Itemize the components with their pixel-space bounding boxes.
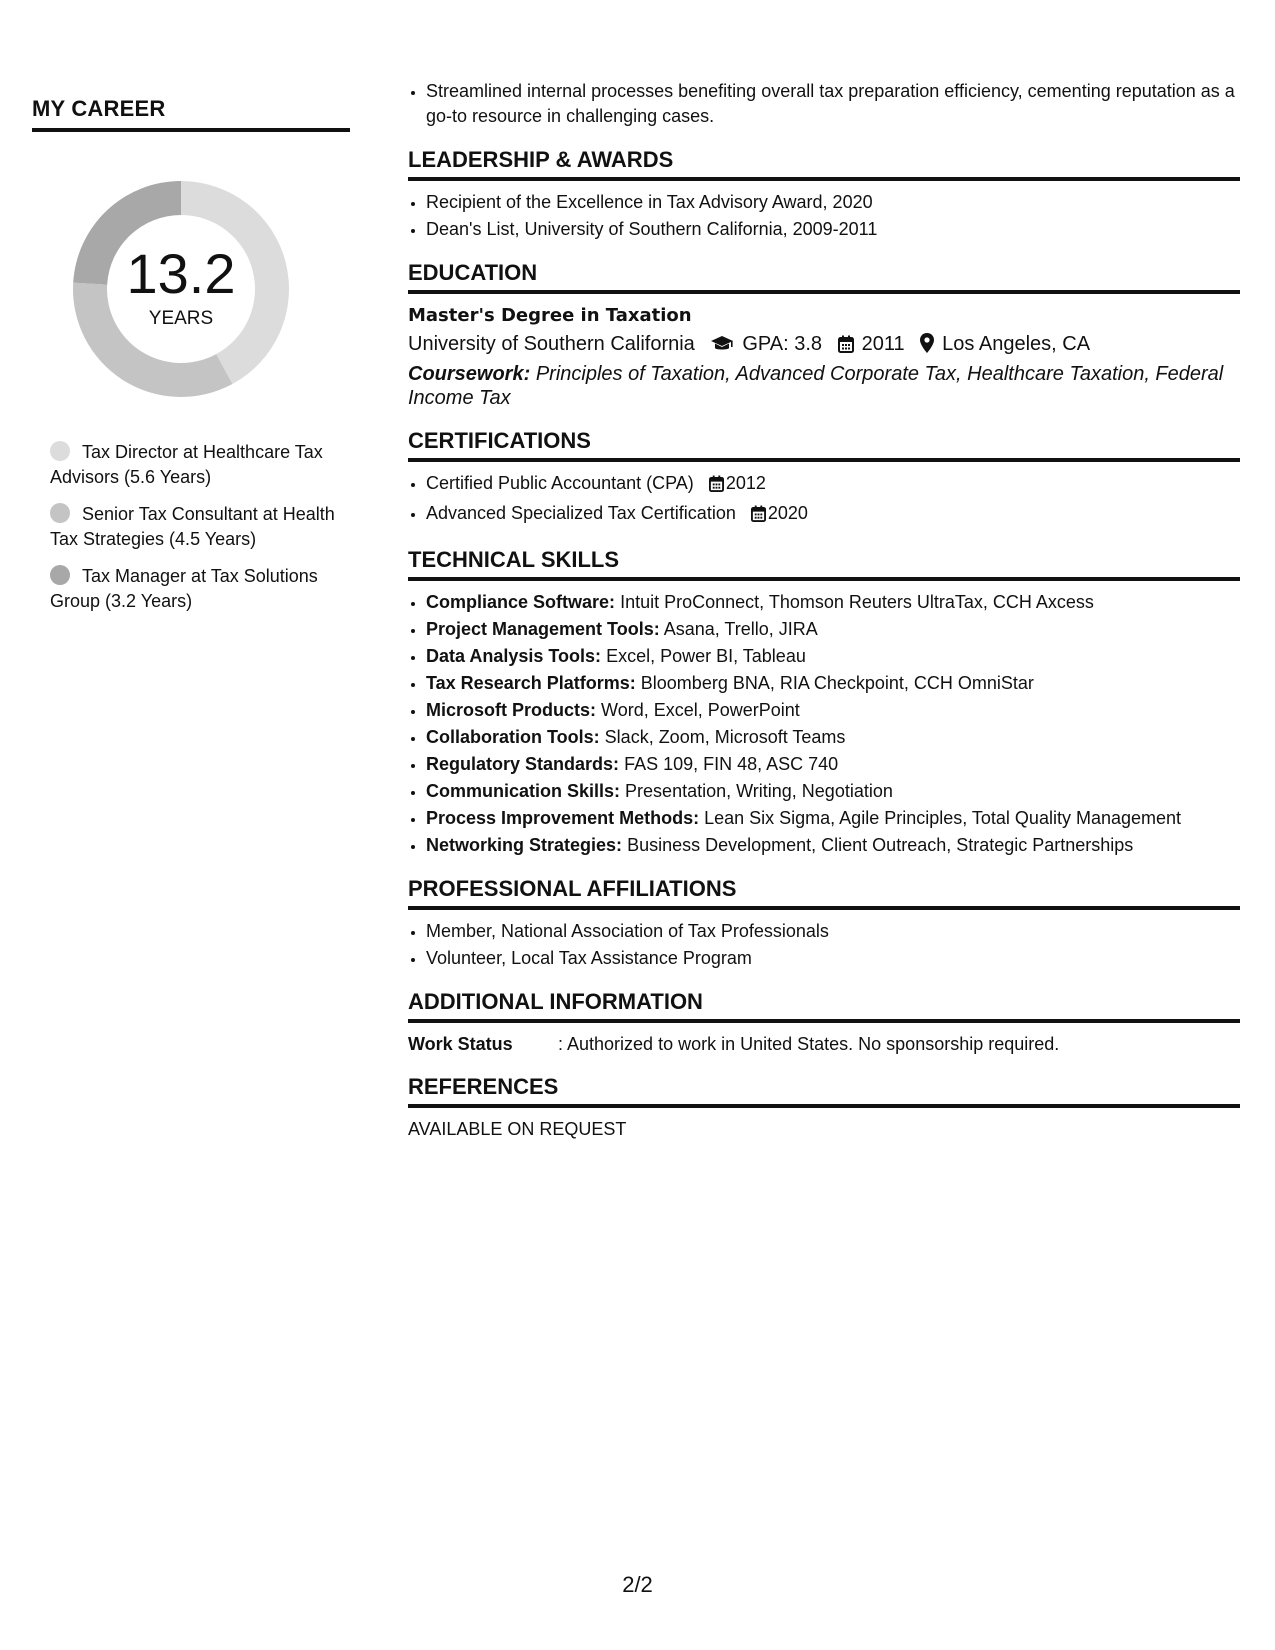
section-title: REFERENCES (408, 1074, 1240, 1108)
list-item: • Member, National Association of Tax Professionals (426, 919, 1240, 944)
skill-value: Business Development, Client Outreach, Strategic Partnerships (627, 835, 1134, 855)
legend-label: Tax Director at Healthcare Tax Advisors (5.6 Years) (50, 442, 323, 487)
certification-year: 2012 (725, 473, 766, 493)
section-title: EDUCATION (408, 260, 1240, 294)
references-section (408, 1074, 1240, 1141)
list-item: • Streamlined internal processes benefiting overall tax preparation efficiency, cementing reputation as a go-to resource in challenging cases. (426, 79, 1240, 129)
leadership-section (408, 147, 1240, 242)
skill-value: Slack, Zoom, Microsoft Teams (604, 727, 846, 747)
skill-item (426, 671, 1240, 696)
skill-item (426, 617, 1240, 642)
certification-item (426, 471, 1240, 499)
coursework (408, 362, 1240, 410)
legend-dot (50, 565, 70, 585)
skill-label: Communication Skills: (426, 781, 621, 801)
skill-item (426, 725, 1240, 750)
coursework-label: Coursework: (408, 363, 531, 385)
school-name: University of Southern California (408, 333, 695, 355)
legend-item (50, 440, 340, 490)
career-panel (32, 96, 350, 630)
skill-label: Process Improvement Methods: (426, 808, 700, 828)
additional-info-section (408, 989, 1240, 1056)
skill-label: Project Management Tools: (426, 619, 660, 639)
calendar-icon (709, 474, 724, 499)
skill-value: Excel, Power BI, Tableau (606, 646, 806, 666)
skill-item (426, 752, 1240, 777)
skill-label: Data Analysis Tools: (426, 646, 602, 666)
gpa: GPA: 3.8 (742, 333, 823, 355)
skill-value: Word, Excel, PowerPoint (601, 700, 800, 720)
list-item: • Volunteer, Local Tax Assistance Program (426, 946, 1240, 971)
career-donut-chart (66, 174, 296, 404)
affiliations-section (408, 876, 1240, 971)
skills-section (408, 547, 1240, 858)
graduation-cap-icon (710, 332, 734, 362)
skill-item (426, 833, 1240, 858)
legend-dot (50, 503, 70, 523)
skill-value: Intuit ProConnect, Thomson Reuters UltraTax, CCH Axcess (620, 592, 1094, 612)
skill-item (426, 698, 1240, 723)
skill-value: Presentation, Writing, Negotiation (625, 781, 893, 801)
degree-title: Master's Degree in Taxation (408, 305, 692, 326)
certification-year: 2020 (767, 503, 808, 523)
legend-dot (50, 441, 70, 461)
calendar-icon (838, 332, 854, 362)
skill-item (426, 806, 1240, 831)
section-title: CERTIFICATIONS (408, 428, 1240, 462)
total-years-value: 13.2 (126, 242, 236, 305)
total-years-unit: YEARS (148, 308, 214, 329)
skill-value: Asana, Trello, JIRA (663, 619, 818, 639)
skill-item (426, 779, 1240, 804)
certification-name: Advanced Specialized Tax Certification (426, 503, 736, 523)
section-title: LEADERSHIP & AWARDS (408, 147, 1240, 181)
calendar-icon (751, 504, 766, 529)
skill-value: Lean Six Sigma, Agile Principles, Total Quality Management (704, 808, 1182, 828)
legend-label: Senior Tax Consultant at Health Tax Strategies (4.5 Years) (50, 504, 335, 549)
career-legend (50, 440, 340, 614)
work-status-label: Work Status (408, 1034, 513, 1054)
skill-label: Regulatory Standards: (426, 754, 620, 774)
skill-label: Networking Strategies: (426, 835, 623, 855)
section-title: ADDITIONAL INFORMATION (408, 989, 1240, 1023)
skill-label: Tax Research Platforms: (426, 673, 636, 693)
location: Los Angeles, CA (942, 333, 1091, 355)
skill-item (426, 590, 1240, 615)
location-pin-icon (920, 332, 934, 362)
skill-label: Compliance Software: (426, 592, 616, 612)
skill-label: Collaboration Tools: (426, 727, 600, 747)
coursework-list: Principles of Taxation, Advanced Corporate Tax, Healthcare Taxation, Federal Income Tax (408, 363, 1224, 409)
skill-label: Microsoft Products: (426, 700, 597, 720)
page-number: 2/2 (622, 1572, 653, 1597)
certifications-section (408, 428, 1240, 529)
skill-value: FAS 109, FIN 48, ASC 740 (624, 754, 839, 774)
education-details (408, 329, 1240, 362)
graduation-year: 2011 (861, 333, 905, 355)
skill-value: Bloomberg BNA, RIA Checkpoint, CCH OmniStar (640, 673, 1034, 693)
education-section (408, 260, 1240, 410)
skill-item (426, 644, 1240, 669)
legend-label: Tax Manager at Tax Solutions Group (3.2 Years) (50, 566, 318, 611)
section-title: PROFESSIONAL AFFILIATIONS (408, 876, 1240, 910)
work-status-value: : Authorized to work in United States. No sponsorship required. (558, 1034, 1060, 1054)
references-text: AVAILABLE ON REQUEST (408, 1119, 627, 1139)
certification-item (426, 501, 1240, 529)
certification-name: Certified Public Accountant (CPA) (426, 473, 694, 493)
main-content (408, 79, 1240, 1141)
legend-item (50, 564, 340, 614)
legend-item (50, 502, 340, 552)
section-title: TECHNICAL SKILLS (408, 547, 1240, 581)
list-item: • Recipient of the Excellence in Tax Advisory Award, 2020 (426, 190, 1240, 215)
career-heading: MY CAREER (32, 96, 350, 132)
experience-tail-list (408, 79, 1240, 129)
list-item: • Dean's List, University of Southern California, 2009-2011 (426, 217, 1240, 242)
